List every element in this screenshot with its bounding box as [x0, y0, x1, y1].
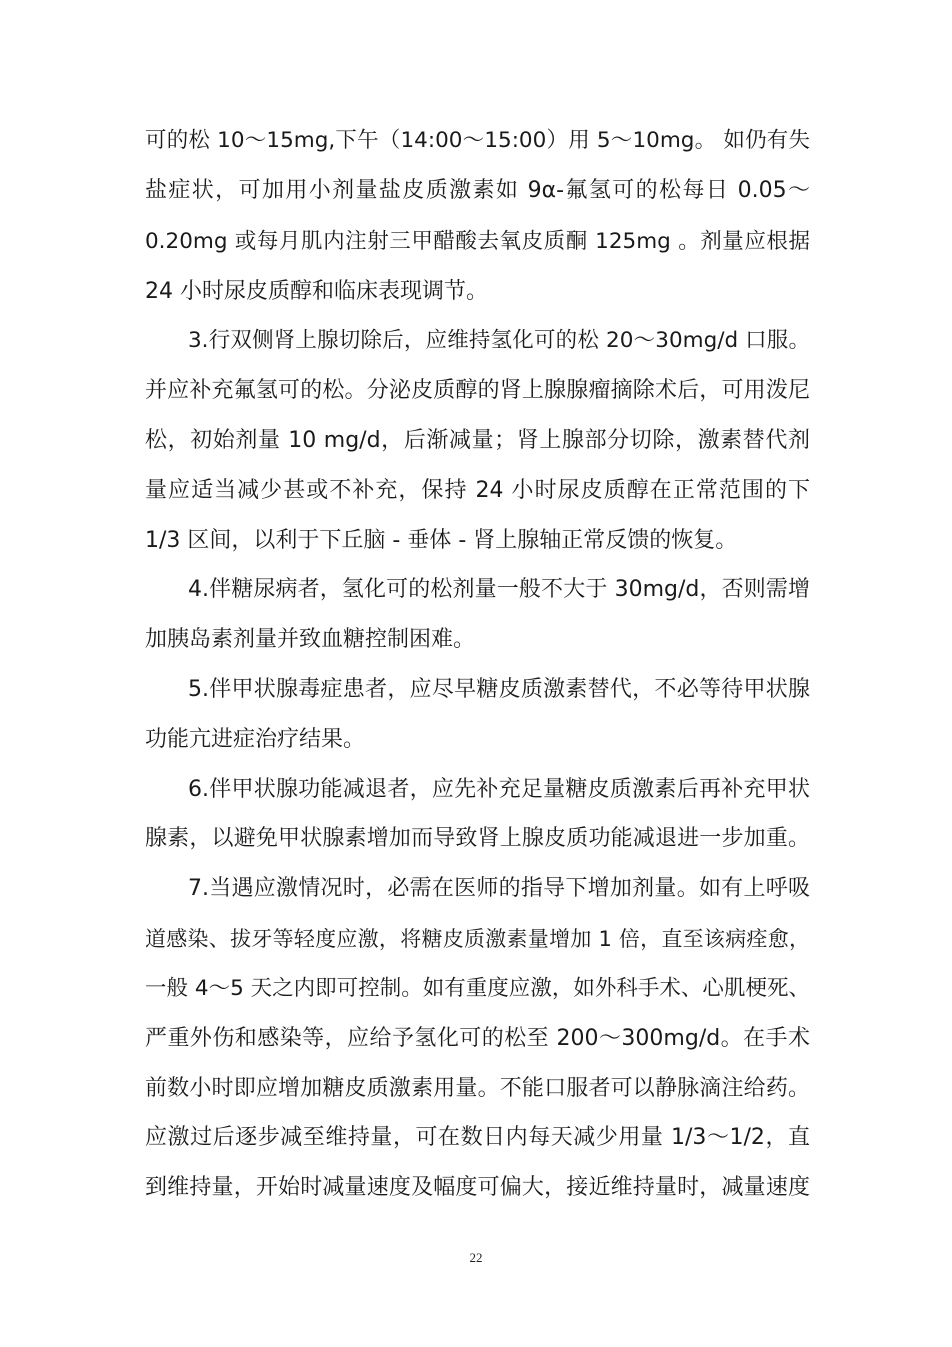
- paragraph-first-line: 6.伴甲状腺功能减退者，应先补充足量糖皮质激素后再补充甲状: [188, 777, 810, 802]
- text-line: 应激过后逐步减至维持量，可在数日内每天减少用量 1/3～1/2，直: [145, 1125, 810, 1150]
- text-line: 严重外伤和感染等，应给予氢化可的松至 200～300mg/d。在手术: [145, 1026, 810, 1051]
- paragraph-first-line: 5.伴甲状腺毒症患者，应尽早糖皮质激素替代，不必等待甲状腺: [188, 677, 810, 702]
- text-line: 1/3 区间，以利于下丘脑 - 垂体 - 肾上腺轴正常反馈的恢复。: [145, 528, 738, 553]
- text-line: 盐症状，可加用小剂量盐皮质激素如 9α-氟氢可的松每日 0.05～: [145, 178, 810, 203]
- text-line: 加胰岛素剂量并致血糖控制困难。: [145, 627, 476, 652]
- text-line: 道感染、拔牙等轻度应激，将糖皮质激素量增加 1 倍，直至该病痊愈，: [145, 927, 810, 951]
- text-line: 量应适当减少甚或不补充，保持 24 小时尿皮质醇在正常范围的下: [145, 478, 810, 503]
- page-number: 22: [469, 1250, 483, 1265]
- text-line: 功能亢进症治疗结果。: [145, 727, 366, 752]
- text-line: 可的松 10～15mg,下午（14:00～15:00）用 5～10mg。 如仍有失: [145, 128, 810, 153]
- paragraph-first-line: 3.行双侧肾上腺切除后，应维持氢化可的松 20～30mg/d 口服。: [188, 328, 810, 353]
- text-line: 前数小时即应增加糖皮质激素用量。不能口服者可以静脉滴注给药。: [145, 1076, 810, 1101]
- text-line: 到维持量，开始时减量速度及幅度可偏大，接近维持量时，减量速度: [145, 1175, 810, 1200]
- text-line: 一般 4～5 天之内即可控制。如有重度应激，如外科手术、心肌梗死、: [145, 976, 810, 1001]
- text-line: 并应补充氟氢可的松。分泌皮质醇的肾上腺腺瘤摘除术后，可用泼尼: [145, 378, 810, 403]
- text-line: 24 小时尿皮质醇和临床表现调节。: [145, 279, 488, 304]
- paragraph-first-line: 4.伴糖尿病者，氢化可的松剂量一般不大于 30mg/d，否则需增: [188, 577, 810, 602]
- text-line: 0.20mg 或每月肌内注射三甲醋酸去氧皮质酮 125mg 。剂量应根据: [145, 229, 810, 254]
- paragraph-first-line: 7.当遇应激情况时，必需在医师的指导下增加剂量。如有上呼吸: [188, 876, 810, 901]
- text-line: 松，初始剂量 10 mg/d，后渐减量；肾上腺部分切除，激素替代剂: [145, 428, 810, 453]
- text-line: 腺素，以避免甲状腺素增加而导致肾上腺皮质功能减退进一步加重。: [145, 826, 810, 851]
